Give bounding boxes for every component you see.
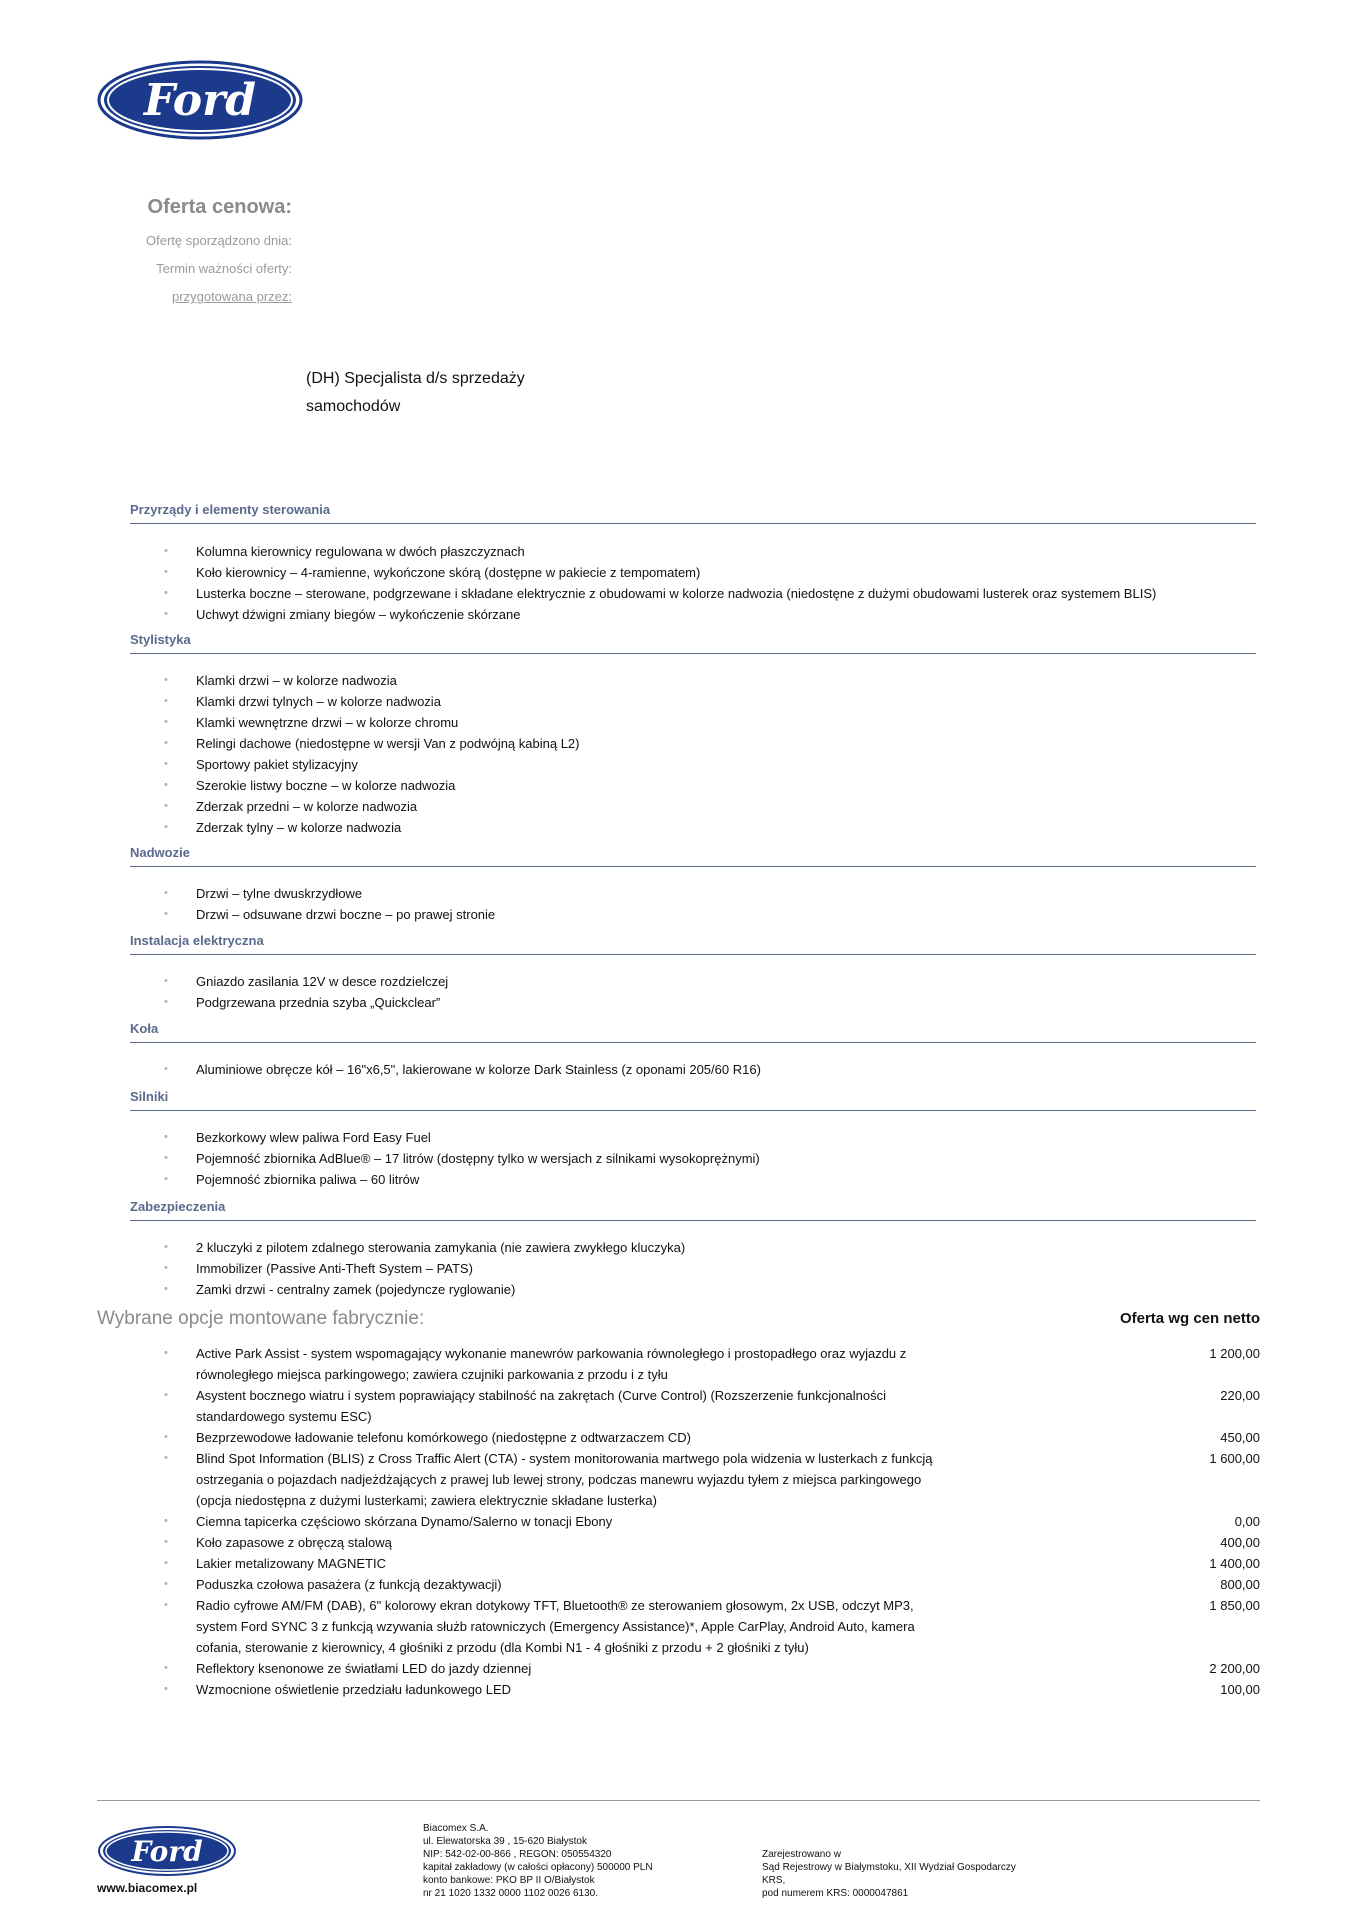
option-price: 800,00 xyxy=(1220,1577,1260,1592)
option-price: 2 200,00 xyxy=(1209,1661,1260,1676)
footer-company-info xyxy=(423,1822,653,1900)
footer-line: konto bankowe: PKO BP II O/Białystok xyxy=(423,1875,595,1886)
bullet-icon: • xyxy=(164,1683,168,1695)
section-list-body xyxy=(160,883,1260,925)
list-item: • Klamki drzwi – w kolorze nadwozia xyxy=(160,670,1260,691)
section-title-electrical: Instalacja elektryczna xyxy=(130,933,1256,955)
svg-text:Ford: Ford xyxy=(131,1835,203,1868)
footer-line: nr 21 1020 1332 0000 1102 0026 6130. xyxy=(423,1888,598,1899)
section-title-controls: Przyrządy i elementy sterowania xyxy=(130,502,1256,524)
list-item: • Uchwyt dźwigni zmiany biegów – wykończenie skórzane xyxy=(160,604,1260,625)
option-price: 220,00 xyxy=(1220,1388,1260,1403)
option-description: Active Park Assist - system wspomagający wykonanie manewrów parkowania równoległego i prostopadłego oraz wyjazdu z równoległego miejsca parkingowego; zawiera czujniki parkowania z przodu i z tyłu xyxy=(196,1346,907,1382)
option-description: Wzmocnione oświetlenie przedziału ładunkowego LED xyxy=(196,1682,512,1697)
footer-line: NIP: 542-02-00-866 , REGON: 050554320 xyxy=(423,1849,612,1860)
offer-title: Oferta cenowa: xyxy=(147,196,292,218)
bullet-icon: • xyxy=(164,1347,168,1359)
list-item: • Relingi dachowe (niedostępne w wersji Van z podwójną kabiną L2) xyxy=(160,733,1260,754)
option-description: Radio cyfrowe AM/FM (DAB), 6" kolorowy ekran dotykowy TFT, Bluetooth® ze sterowaniem głosowym, 2x USB, odczyt MP3, system Ford SYNC 3 z funkcją wzywania służb ratowniczych (Emergency Assistance)*, Apple CarPlay, Android Auto, kamera cofania, sterowanie z kierownicy, 4 głośniki z przodu (dla Kombi N1 - 4 głośniki z przodu + 2 głośniki z tyłu) xyxy=(196,1598,915,1655)
footer-line: ul. Elewatorska 39 , 15-620 Białystok xyxy=(423,1836,587,1847)
footer-ford-logo xyxy=(97,1825,237,1877)
ford-logo xyxy=(97,60,303,140)
list-item: • Koło kierownicy – 4-ramienne, wykończone skórą (dostępne w pakiecie z tempomatem) xyxy=(160,562,1260,583)
list-item: • Aluminiowe obręcze kół – 16"x6,5", lakierowane w kolorze Dark Stainless (z oponami 205/60 R16) xyxy=(160,1059,1260,1080)
option-description: Reflektory ksenonowe ze światłami LED do jazdy dziennej xyxy=(196,1661,532,1676)
footer-divider xyxy=(97,1800,1260,1801)
bullet-icon: • xyxy=(164,1662,168,1674)
list-item: • Immobilizer (Passive Anti-Theft System – PATS) xyxy=(160,1258,1260,1279)
list-item: • Sportowy pakiet stylizacyjny xyxy=(160,754,1260,775)
section-list-styling xyxy=(160,670,1260,838)
list-item: • Bezkorkowy wlew paliwa Ford Easy Fuel xyxy=(160,1127,1260,1148)
offer-validity-label: Termin ważności oferty: xyxy=(156,261,292,276)
list-item: • Kolumna kierownicy regulowana w dwóch płaszczyznach xyxy=(160,541,1260,562)
section-title-engines: Silniki xyxy=(130,1089,1256,1111)
list-item: • Podgrzewana przednia szyba „Quickclear” xyxy=(160,992,1260,1013)
section-list-controls xyxy=(160,541,1260,625)
list-item: • Szerokie listwy boczne – w kolorze nadwozia xyxy=(160,775,1260,796)
option-price: 1 850,00 xyxy=(1209,1598,1260,1613)
section-list-security xyxy=(160,1237,1260,1300)
bullet-icon: • xyxy=(164,1389,168,1401)
list-item: • Gniazdo zasilania 12V w desce rozdzielczej xyxy=(160,971,1260,992)
option-description: Lakier metalizowany MAGNETIC xyxy=(196,1556,386,1571)
author-line: samochodów xyxy=(306,398,401,415)
footer-line: kapitał zakładowy (w całości opłacony) 500000 PLN xyxy=(423,1862,653,1873)
bullet-icon: • xyxy=(164,1599,168,1611)
list-item: • 2 kluczyki z pilotem zdalnego sterowania zamykania (nie zawiera zwykłego kluczyka) xyxy=(160,1237,1260,1258)
section-list-wheels xyxy=(160,1059,1260,1080)
bullet-icon: • xyxy=(164,1431,168,1443)
list-item: • Zamki drzwi - centralny zamek (pojedyncze ryglowanie) xyxy=(160,1279,1260,1300)
option-description: Blind Spot Information (BLIS) z Cross Traffic Alert (CTA) - system monitorowania martwego pola widzenia w lusterkach z funkcją ostrzegania o pojazdach nadjeżdżających z prawej lub lewej strony, podczas manewru wyjazdu tyłem z miejsca parkingowego (opcja niedostępna z dużymi lusterkami; zawiera elektrycznie składane lusterka) xyxy=(196,1451,933,1508)
option-price: 1 200,00 xyxy=(1209,1346,1260,1361)
footer-line: Zarejestrowano w xyxy=(762,1849,841,1860)
list-item: • Klamki wewnętrzne drzwi – w kolorze chromu xyxy=(160,712,1260,733)
footer-registry-info xyxy=(762,1848,1016,1900)
option-description: Bezprzewodowe ładowanie telefonu komórkowego (niedostępne z odtwarzaczem CD) xyxy=(196,1430,691,1445)
offer-date-label: Ofertę sporządzono dnia: xyxy=(146,233,292,248)
ford-oval-icon xyxy=(97,1825,237,1877)
option-description: Poduszka czołowa pasażera (z funkcją dezaktywacji) xyxy=(196,1577,502,1592)
offer-author xyxy=(306,365,566,421)
section-title-wheels: Koła xyxy=(130,1021,1256,1043)
offer-prepared-by-label: przygotowana przez: xyxy=(172,289,292,304)
list-item: • Pojemność zbiornika paliwa – 60 litrów xyxy=(160,1169,1260,1190)
option-price: 400,00 xyxy=(1220,1535,1260,1550)
footer-line: Sąd Rejestrowy w Białymstoku, XII Wydział Gospodarczy xyxy=(762,1862,1016,1873)
option-price: 0,00 xyxy=(1234,1514,1260,1529)
option-price: 1 400,00 xyxy=(1209,1556,1260,1571)
price-header: Oferta wg cen netto xyxy=(1119,1310,1260,1327)
bullet-icon: • xyxy=(164,1536,168,1548)
footer-line: KRS, xyxy=(762,1875,786,1886)
options-title: Wybrane opcje montowane fabrycznie: xyxy=(97,1308,425,1329)
option-description: Koło zapasowe z obręczą stalową xyxy=(196,1535,392,1550)
footer-line: pod numerem KRS: 0000047861 xyxy=(762,1888,909,1899)
section-list-engines xyxy=(160,1127,1260,1190)
option-price: 1 600,00 xyxy=(1209,1451,1260,1466)
option-description: Ciemna tapicerka częściowo skórzana Dynamo/Salerno w tonacji Ebony xyxy=(196,1514,613,1529)
section-list-electrical xyxy=(160,971,1260,1013)
list-item: • Zderzak tylny – w kolorze nadwozia xyxy=(160,817,1260,838)
option-price: 100,00 xyxy=(1220,1682,1260,1697)
list-item: • Pojemność zbiornika AdBlue® – 17 litrów (dostępny tylko w wersjach z silnikami wysokoprężnymi) xyxy=(160,1148,1260,1169)
svg-text:Ford: Ford xyxy=(143,75,257,126)
footer-line: Biacomex S.A. xyxy=(423,1823,489,1834)
list-item: • Drzwi – odsuwane drzwi boczne – po prawej stronie xyxy=(160,904,1260,925)
list-item: • Drzwi – tylne dwuskrzydłowe xyxy=(160,883,1260,904)
bullet-icon: • xyxy=(164,1515,168,1527)
section-title-security: Zabezpieczenia xyxy=(130,1199,1256,1221)
option-description: Asystent bocznego wiatru i system poprawiający stabilność na zakrętach (Curve Control) (Rozszerzenie funkcjonalności standardowego systemu ESC) xyxy=(196,1388,887,1424)
list-item: • Klamki drzwi tylnych – w kolorze nadwozia xyxy=(160,691,1260,712)
section-title-body: Nadwozie xyxy=(130,845,1256,867)
author-line: (DH) Specjalista d/s sprzedaży xyxy=(306,370,525,387)
bullet-icon: • xyxy=(164,1452,168,1464)
bullet-icon: • xyxy=(164,1557,168,1569)
option-price: 450,00 xyxy=(1220,1430,1260,1445)
ford-oval-icon xyxy=(97,60,303,140)
list-item: • Lusterka boczne – sterowane, podgrzewane i składane elektrycznie z obudowami w kolorze nadwozia (niedostęne z dużymi obudowami lusterek oraz systemem BLIS) xyxy=(160,583,1260,604)
bullet-icon: • xyxy=(164,1578,168,1590)
section-title-styling: Stylistyka xyxy=(130,632,1256,654)
website-link[interactable]: www.biacomex.pl xyxy=(97,1881,198,1895)
list-item: • Zderzak przedni – w kolorze nadwozia xyxy=(160,796,1260,817)
